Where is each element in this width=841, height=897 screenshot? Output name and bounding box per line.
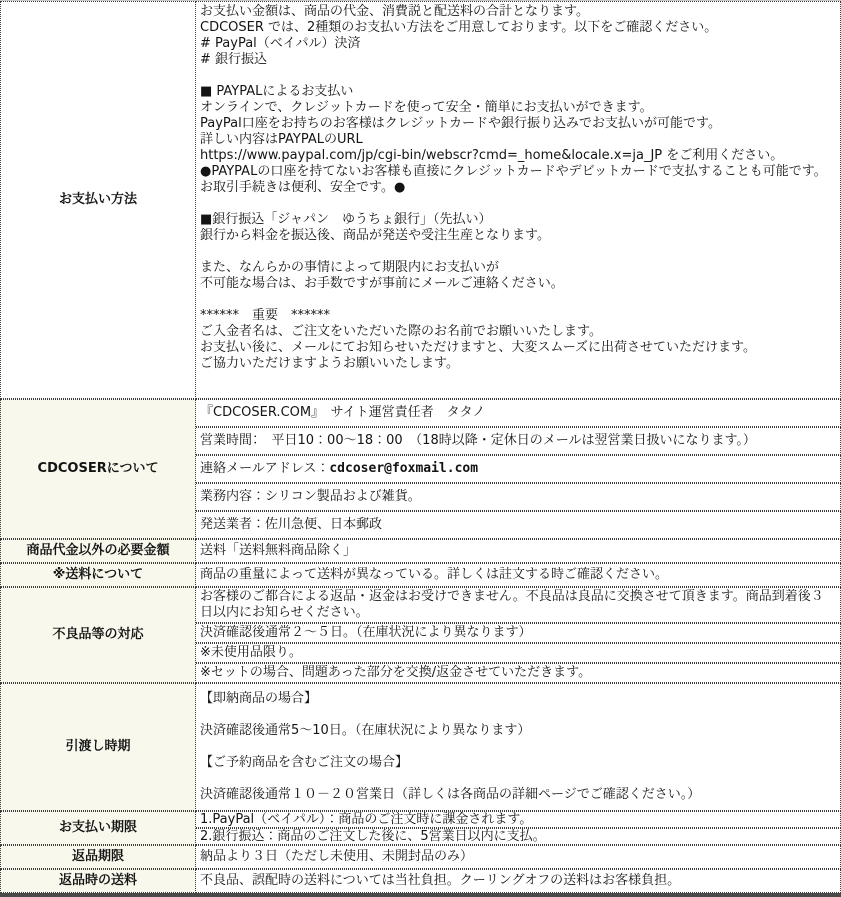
row-header-label: お支払い方法 [58,192,137,207]
extra-fees-content: 送料「送料無料商品除く」 [196,539,841,563]
text-line: ■ PAYPALによるお支払い [200,84,354,99]
text-line: 詳しい内容はPAYPALのURL [200,132,363,147]
row-header-label: CDCOSERについて [37,461,159,476]
payment-method-content-col [196,1,841,399]
text-line: ●PAYPALの口座を持てないお客様も直接にクレジットカードやデビットカードで支払することも可能です。 [200,164,827,179]
row-header-label: 不良品等の対応 [52,627,144,642]
defective-set-note: ※セットの場合、問題あった部分を交換/返金させていただきます。 [196,663,841,683]
text-line: お支払い後に、メールにてお知らせいただけますと、大変スムーズに出荷させていただけます。 [200,340,757,355]
return-shipping-content: 不良品、誤配時の送料については当社負担。クーリングオフの送料はお客様負担。 [196,869,841,893]
row-header-label: ※送料について [52,567,144,582]
text-line: また、なんらかの事情によって期限内にお支払いが [200,260,500,275]
text-line: 決済確認後通常5～10日。（在庫状況により異なります） [200,723,531,738]
text-line: 銀行から料金を振込後、商品が発送や受注生産となります。 [200,228,550,243]
defective-items-content-col [196,587,841,683]
defective-processing-time: 決済確認後通常２～５日。（在庫状況により異なります） [196,623,841,643]
section-return-deadline [0,845,841,869]
blank-line [200,292,836,308]
row-header-label: 商品代金以外の必要金額 [26,543,170,558]
text-line: 【即納商品の場合】 [200,691,318,706]
text-line: 決済確認後通常１０－２０営業日（詳しくは各商品の詳細ページでご確認ください。） [200,787,701,802]
paypal-url-text: https://www.paypal.com/jp/cgi-bin/webscr?cmd=_home&locale.x=ja_JP をご利用ください。 [200,148,784,163]
row-header-return-shipping [0,869,196,893]
text-line: CDCOSER では、2種類のお支払い方法をご用意しております。以下をご確認ください。 [200,20,718,35]
bottom-divider-bar [0,893,841,897]
blank-line [200,771,836,787]
defective-policy-text: お客様のご都合による返品・返金はお受けできません。不良品は良品に交換させて頂きます。商品到着後３日以内にお知らせください。 [196,587,841,623]
row-header-return-deadline [0,845,196,869]
section-extra-fees [0,539,841,563]
row-header-label: 引渡し時期 [65,739,131,754]
blank-line [200,739,836,755]
text-line: # PayPal（ベイパル）決済 [200,36,361,51]
text-line: 不可能な場合は、お手数ですが事前にメールご連絡ください。 [200,276,564,291]
row-header-shipping-note [0,563,196,587]
row-header-label: 返品時の送料 [58,873,137,888]
about-shipping-carriers: 発送業者：佐川急便、日本郵政 [196,511,841,539]
row-header-extra-fees [0,539,196,563]
row-header-payment-method [0,1,196,399]
payment-deadline-content-col [196,811,841,845]
defective-unused-only-note: ※未使用品限り。 [196,643,841,663]
section-about [0,399,841,539]
payment-method-content [196,1,841,399]
text-line: ご協力いただけますようお願いいたします。 [200,356,459,371]
extra-fees-content-col [196,539,841,563]
shipping-note-content-col [196,563,841,587]
email-label: 連絡メールアドレス： [200,461,330,476]
section-defective-items [0,587,841,683]
row-header-defective-items [0,587,196,683]
blank-line [200,196,836,212]
section-return-shipping [0,869,841,893]
about-content-col [196,399,841,539]
row-header-about [0,399,196,539]
row-header-label: 返品期限 [71,849,124,864]
text-line: ■銀行振込「ジャパン ゆうちょ銀行」（先払い） [200,212,492,227]
text-line: PayPal口座をお持ちのお客様はクレジットカードや銀行振り込みでお支払いが可能です。 [200,116,721,131]
return-deadline-content-col [196,845,841,869]
text-line: お取引手続きは便利、安全です。● [200,180,406,195]
text-line: お支払い金額は、商品の代金、消費説と配送料の合計となります。 [200,4,589,19]
about-business-hours: 営業時間： 平日10：00～18：00 （18時以降・定休日のメールは翌営業日扱いになります。） [196,427,841,455]
blank-line [200,707,836,723]
delivery-time-content-col [196,683,841,811]
email-address: cdcoser@foxmail.com [329,461,479,476]
delivery-time-content [196,683,841,811]
text-line: 【ご予約商品を含むご注文の場合】 [200,755,409,770]
text-line: ご入金者名は、ご注文をいただいた際のお名前でお願いいたします。 [200,324,602,339]
text-line: # 銀行振込 [200,52,268,67]
about-site-operator: 『CDCOSER.COM』 サイト運営責任者 タタノ [196,399,841,427]
row-header-label: お支払い期限 [58,820,137,835]
section-payment-deadline [0,811,841,845]
shipping-note-content: 商品の重量によって送料が異なっている。詳しくは註文する時ご確認ください。 [196,563,841,587]
about-contact-email-row [196,455,841,483]
payment-deadline-paypal: 1.PayPal（ベイパル）：商品のご注文時に課金されます。 [196,811,841,828]
row-header-payment-deadline [0,811,196,845]
return-shipping-content-col [196,869,841,893]
section-shipping-note [0,563,841,587]
payment-deadline-bank: 2.銀行振込：商品のご注文した後に、5営業日以内に支払。 [196,828,841,845]
row-header-delivery-time [0,683,196,811]
important-marker-text: ****** 重要 ****** [200,308,331,323]
section-payment-method [0,1,841,399]
blank-line [200,68,836,84]
return-deadline-content: 納品より３日（ただし未使用、未開封品のみ） [196,845,841,869]
about-business-content: 業務内容：シリコン製品および雑貨。 [196,483,841,511]
blank-line [200,244,836,260]
section-delivery-time [0,683,841,811]
text-line: オンラインで、クレジットカードを使って安全・簡単にお支払いができます。 [200,100,653,115]
